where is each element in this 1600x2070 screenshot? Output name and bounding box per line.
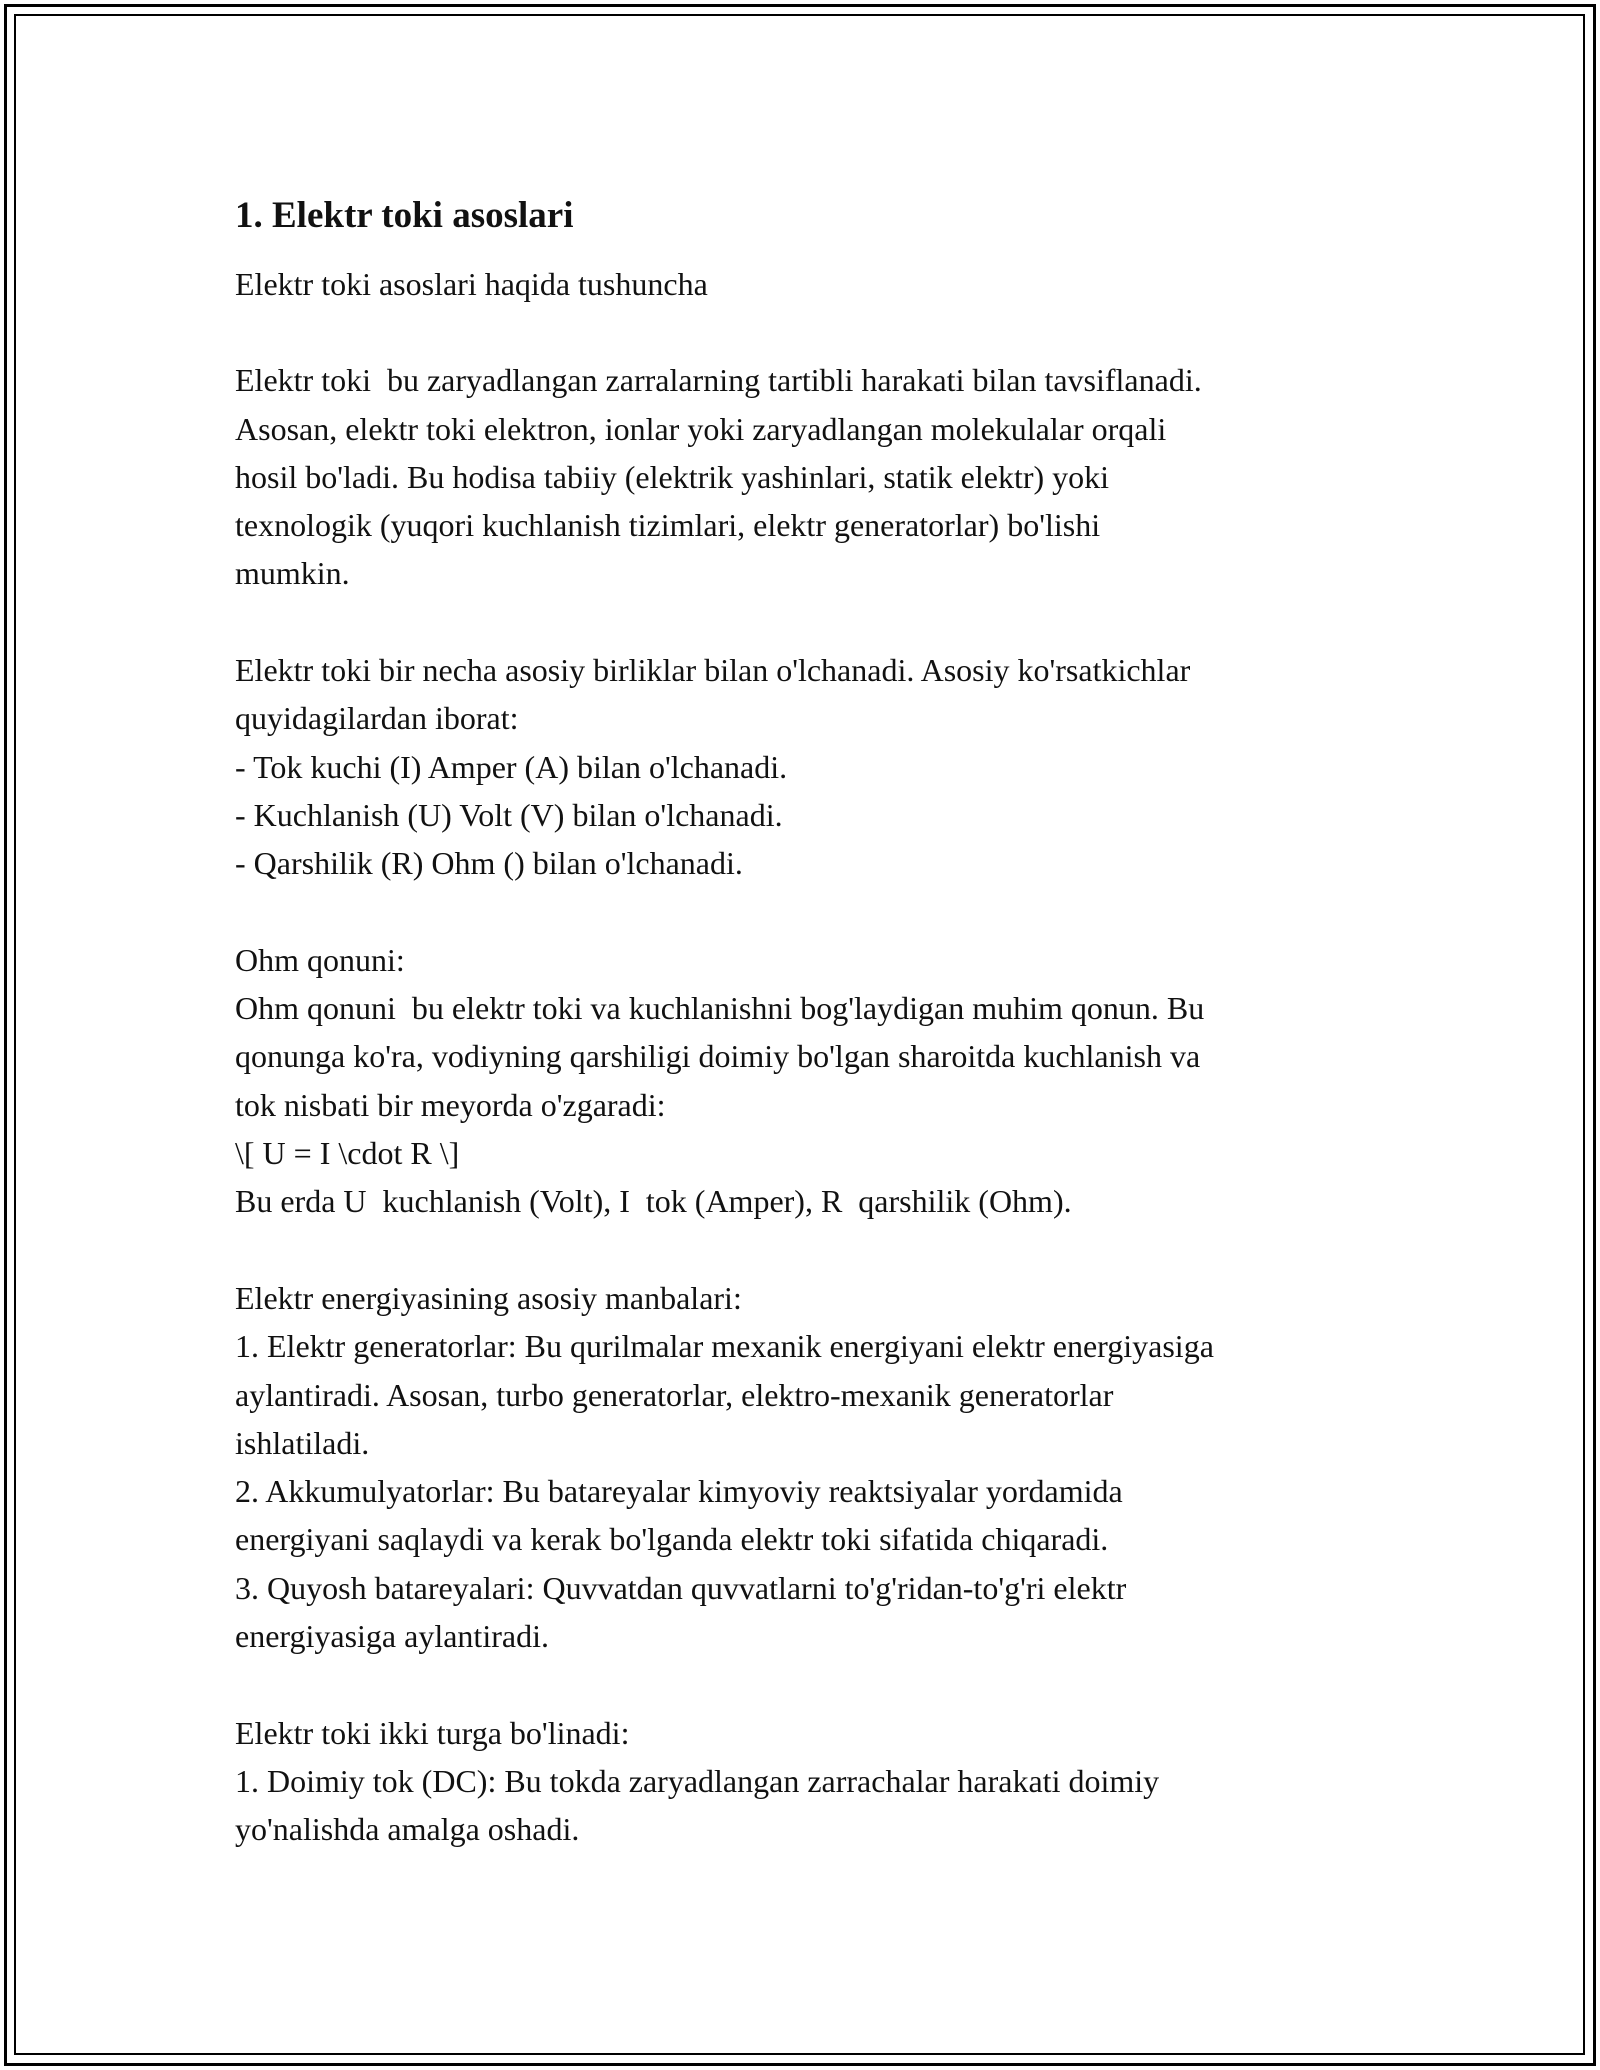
text-line: Ohm qonuni bu elektr toki va kuchlanishni bog'laydigan muhim qonun. Bu	[235, 990, 1205, 1027]
text-line: Bu erda U kuchlanish (Volt), I tok (Amper), R qarshilik (Ohm).	[235, 1183, 1072, 1220]
section-label: Elektr energiyasining asosiy manbalari:	[235, 1279, 742, 1316]
paragraph-ohm-law	[235, 936, 1395, 1226]
paragraph-gap	[235, 598, 1395, 646]
list-item: - Qarshilik (R) Ohm () bilan o'lchanadi.	[235, 845, 743, 882]
document-title: 1. Elektr toki asoslari	[235, 195, 574, 236]
paragraph-gap	[235, 308, 1395, 356]
text-line: ishlatiladi.	[235, 1424, 370, 1461]
list-item: 1. Elektr generatorlar: Bu qurilmalar mexanik energiyani elektr energiyasiga	[235, 1328, 1214, 1365]
text-line: qonunga ko'ra, vodiyning qarshiligi doimiy bo'lgan sharoitda kuchlanish va	[235, 1038, 1201, 1075]
text-line: Asosan, elektr toki elektron, ionlar yoki zaryadlangan molekulalar orqali	[235, 410, 1167, 447]
text-line: Elektr toki bir necha asosiy birliklar bilan o'lchanadi. Asosiy ko'rsatkichlar	[235, 652, 1191, 689]
text-line: mumkin.	[235, 555, 350, 592]
list-item: 2. Akkumulyatorlar: Bu batareyalar kimyoviy reaktsiyalar yordamida	[235, 1473, 1123, 1510]
document-body	[235, 180, 1395, 1854]
section-label: Ohm qonuni:	[235, 941, 405, 978]
paragraph-gap	[235, 1226, 1395, 1274]
text-line: hosil bo'ladi. Bu hodisa tabiiy (elektrik yashinlari, statik elektr) yoki	[235, 458, 1110, 495]
document-subtitle: Elektr toki asoslari haqida tushuncha	[235, 266, 708, 302]
text-line: tok nisbati bir meyorda o'zgaradi:	[235, 1086, 666, 1123]
text-line: quyidagilardan iborat:	[235, 700, 519, 737]
list-item: 1. Doimiy tok (DC): Bu tokda zaryadlangan zarrachalar harakati doimiy	[235, 1762, 1160, 1799]
list-item: - Kuchlanish (U) Volt (V) bilan o'lchanadi.	[235, 796, 783, 833]
section-label: Elektr toki ikki turga bo'linadi:	[235, 1714, 630, 1751]
paragraph-gap	[235, 888, 1395, 936]
paragraph-energy-sources	[235, 1274, 1395, 1660]
text-line: yo'nalishda amalga oshadi.	[235, 1811, 580, 1848]
text-line: energiyasiga aylantiradi.	[235, 1618, 549, 1655]
paragraph-definition	[235, 356, 1395, 597]
paragraph-units	[235, 646, 1395, 887]
text-line: Elektr toki bu zaryadlangan zarralarning tartibli harakati bilan tavsiflanadi.	[235, 362, 1202, 399]
text-line: texnologik (yuqori kuchlanish tizimlari, elektr generatorlar) bo'lishi	[235, 507, 1101, 544]
paragraph-gap	[235, 1660, 1395, 1708]
text-line: energiyani saqlaydi va kerak bo'lganda elektr toki sifatida chiqaradi.	[235, 1521, 1109, 1558]
formula-line: \[ U = I \cdot R \]	[235, 1135, 460, 1172]
text-line: aylantiradi. Asosan, turbo generatorlar, elektro-mexanik generatorlar	[235, 1376, 1114, 1413]
paragraph-current-types	[235, 1709, 1395, 1854]
list-item: 3. Quyosh batareyalari: Quvvatdan quvvatlarni to'g'ridan-to'g'ri elektr	[235, 1569, 1127, 1606]
list-item: - Tok kuchi (I) Amper (A) bilan o'lchanadi.	[235, 748, 788, 785]
